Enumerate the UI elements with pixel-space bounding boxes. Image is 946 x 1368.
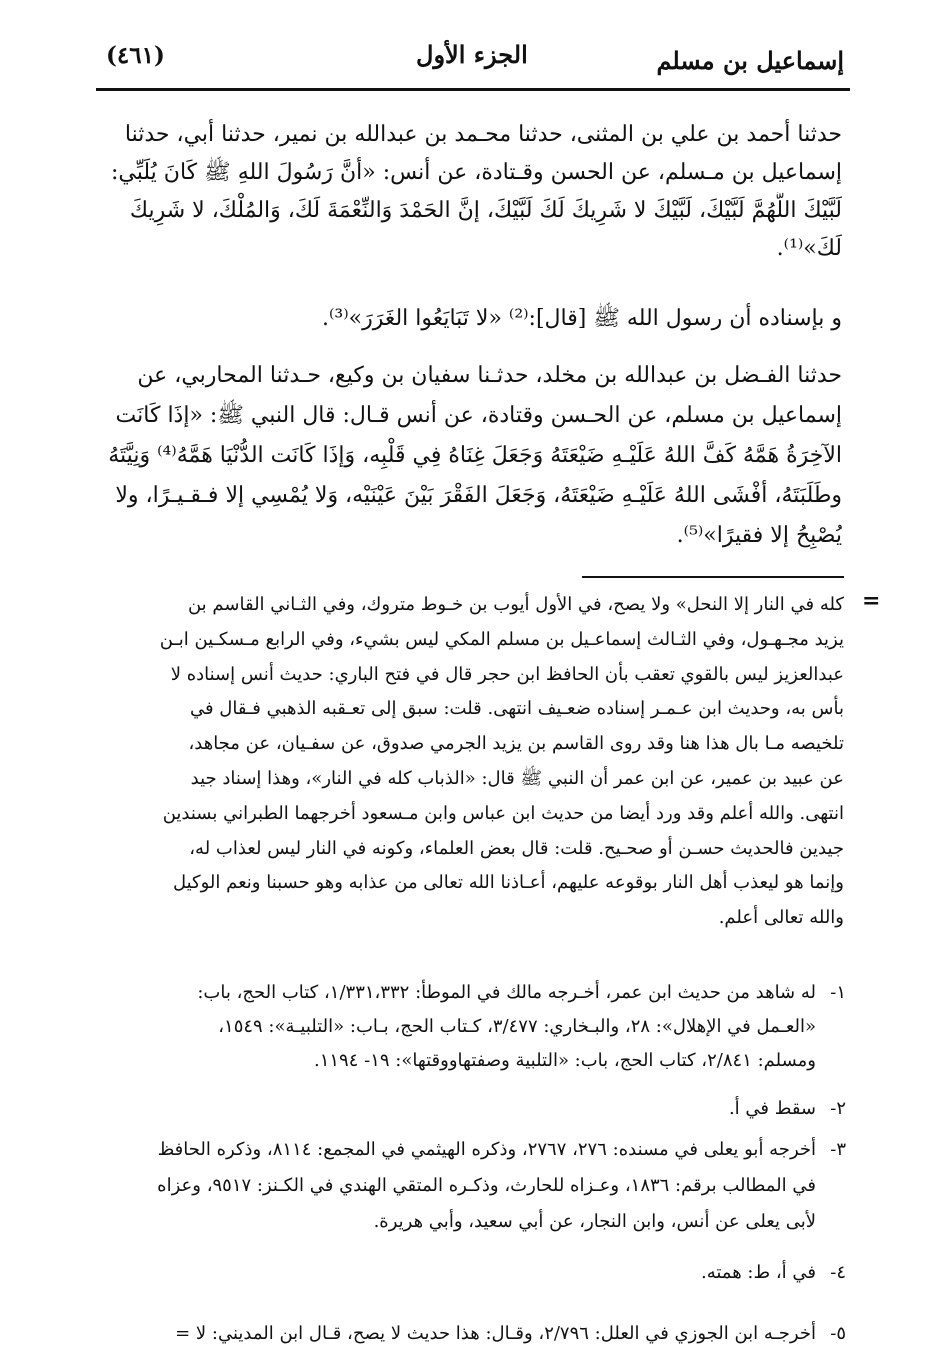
hadith-3-line: وطَلَبَتَهُ، أفْشَى اللهُ عَلَيْـهِ ضَيْعَتَهُ، وَجَعَلَ الفَقْرَ بَيْنَ عَيْنَيْه، وَلا يُمْسِي إلا فـقـيـرًا، ولا: [115, 483, 842, 508]
header-part: الجزء الأول: [416, 40, 528, 69]
footnote-line: عن عبيد بن عمير، عن ابن عمر أن النبي ﷺ قال: «الذباب كله في النار»، وهذا إسناد جيد: [190, 767, 844, 789]
hadith-3-line: حدثنا الفـضل بن عبدالله بن مخلد، حدثـنا سفيان بن وكيع، حـدثنا المحاربي، عن: [137, 363, 842, 388]
footnote-number: ٢-: [830, 1098, 846, 1119]
hadith-1-line: إسماعيل بن مـسلم، عن الحسن وقـتادة، عن أنس: «أنَّ رَسُولَ اللهِ ﷺ كَانَ يُلَبِّي:: [111, 160, 842, 185]
hadith-2: [100, 300, 842, 338]
hadith-1-line: لَكَ»⁽¹⁾.: [776, 236, 842, 261]
footnote-line: عبدالعزيز ليس بالقوي تعقب بأن الحافظ ابن حجر قال في فتح الباري: حديث أنس إسناده لا: [170, 663, 844, 685]
footnote-line: والله تعالى أعلم.: [718, 907, 844, 929]
header-page-number: (٤٦١): [106, 42, 165, 69]
footnote-line: تلخيصه مـا بال هذا هنا وقد روى القاسم بن يزيد الجرمي صدوق، عن سفـيان، عن مجاهد،: [188, 733, 844, 755]
footnote-line: بأس به، وحديث ابن عـمـر إسناده ضعـيف انتهى. قلت: سبق إلى تعـقبه الذهبي فـقال في: [189, 698, 844, 720]
footnote-number: ٤-: [830, 1262, 846, 1283]
footnote-number: ٣-: [830, 1139, 846, 1160]
hadith-1: [100, 116, 842, 268]
footnote-line: «العـمل في الإهلال»: ٢٨، والبـخاري: ٣/٤٧٧، كـتاب الحج، بـاب: «التلبيـة»: ١٥٤٩،: [218, 1016, 816, 1037]
footnote-line: لأبى يعلى عن أنس، وابن النجار، عن أبي سعيد، وأبي هريرة.: [373, 1211, 816, 1232]
footnote-separator: [582, 576, 844, 578]
footnote-line: انتهى. والله أعلم وقد ورد أيضا من حديث ابن عباس وابن مـسعود أخرجهما الطبراني بسندين: [162, 802, 844, 824]
footnote-text: أخرجـه ابن الجوزي في العلل: ٢/٧٩٦، وقـال: هذا حديث لا يصح، قـال ابن المديني: لا =: [175, 1323, 816, 1344]
continuation-mark: =: [862, 588, 881, 614]
hadith-2-line: و بإسناده أن رسول الله ﷺ [قال]:⁽²⁾ «لا تَبَايَعُوا الغَرَرَ»⁽³⁾.: [321, 306, 842, 331]
footnote-line: كله في النار إلا النحل» ولا يصح، في الأول أيوب بن خـوط متروك، وفي الثـاني القاسم بن: [187, 594, 844, 615]
footnote-3: [100, 1132, 846, 1240]
footnote-number: ٥-: [830, 1323, 846, 1344]
footnote-line: في المطالب برقم: ١٨٣٦، وعـزاه للحارث، وذكـره المتقي الهندي في الكـنز: ٩٥١٧، وعزاه: [157, 1175, 816, 1196]
footnote-line: يزيد مجـهـول، وفي الثـالث إسماعـيل بن مسلم المكي ليس بشيء، وفي الرابع مـسكـين ابـن: [159, 628, 844, 650]
hadith-1-line: حدثنا أحمد بن علي بن المثنى، حدثنا محـمد بن عبدالله بن نمير، حدثنا أبي، حدثنا: [124, 122, 842, 147]
hadith-3-line: إسماعيل بن مسلم، عن الحـسن وقتادة، عن أنس قـال: قال النبي ﷺ: «إذَا كَانَت: [115, 403, 842, 428]
hadith-3: [100, 356, 842, 556]
footnote-text: في أ، ط: همته.: [701, 1262, 816, 1283]
footnote-1: [100, 976, 846, 1078]
footnote-text: سقط في أ.: [728, 1098, 816, 1119]
footnote-number: ١-: [830, 982, 846, 1003]
footnote-continued: [100, 588, 844, 936]
footnote-line: له شاهد من حديث ابن عمر، أخـرجه مالك في الموطأ: ١/٣٣١،٣٣٢، كتاب الحج، باب:: [197, 982, 816, 1003]
header-author: إسماعيل بن مسلم: [656, 46, 844, 75]
hadith-1-line: لَبَّيْكَ اللَّهُمَّ لَبَّيْكَ، لَبَّيْكَ لا شَرِيكَ لَكَ لَبَّيْكَ، إنَّ الحَمْدَ وَالنِّعْمَةَ لَكَ، وَالمُلْكَ، لا شَرِيكَ: [129, 198, 842, 223]
footnote-line: أخرجه أبو يعلى في مسنده: ٢٧٦، ٢٧٦٧، وذكره الهيثمي في المجمع: ٨١١٤، وذكره الحافظ: [157, 1139, 816, 1160]
hadith-3-line: الآخِرَةُ هَمَّهُ كَفَّ اللهُ عَلَيْـهِ ضَيْعَتَهُ وَجَعَلَ غِنَاهُ فِي قَلْبِه، وَإذَا كَانَت الدُّنْيَا هَمَّهُ⁽⁴⁾ وَنِيَّتَهُ: [108, 443, 842, 468]
running-header: [96, 36, 850, 91]
hadith-3-line: يُصْبِحُ إلا فقيرًا»⁽⁵⁾.: [676, 523, 842, 548]
footnote-line: ومسلم: ٢/٨٤١، كتاب الحج، باب: «التلبية وصفتهاووقتها»: ١٩- ١١٩٤.: [313, 1050, 816, 1071]
footnote-line: وإنما هو ليعذب أهل النار بوقوعه عليهم، أعـاذنا الله تعالى من عذابه وهو حسبنا ونعم الوكيل: [172, 872, 844, 894]
footnote-line: جيدين فالحديث حسـن أو صحـيح. قلت: قال بعض العلماء، وكونه في النار ليس لعذاب له،: [189, 837, 844, 859]
